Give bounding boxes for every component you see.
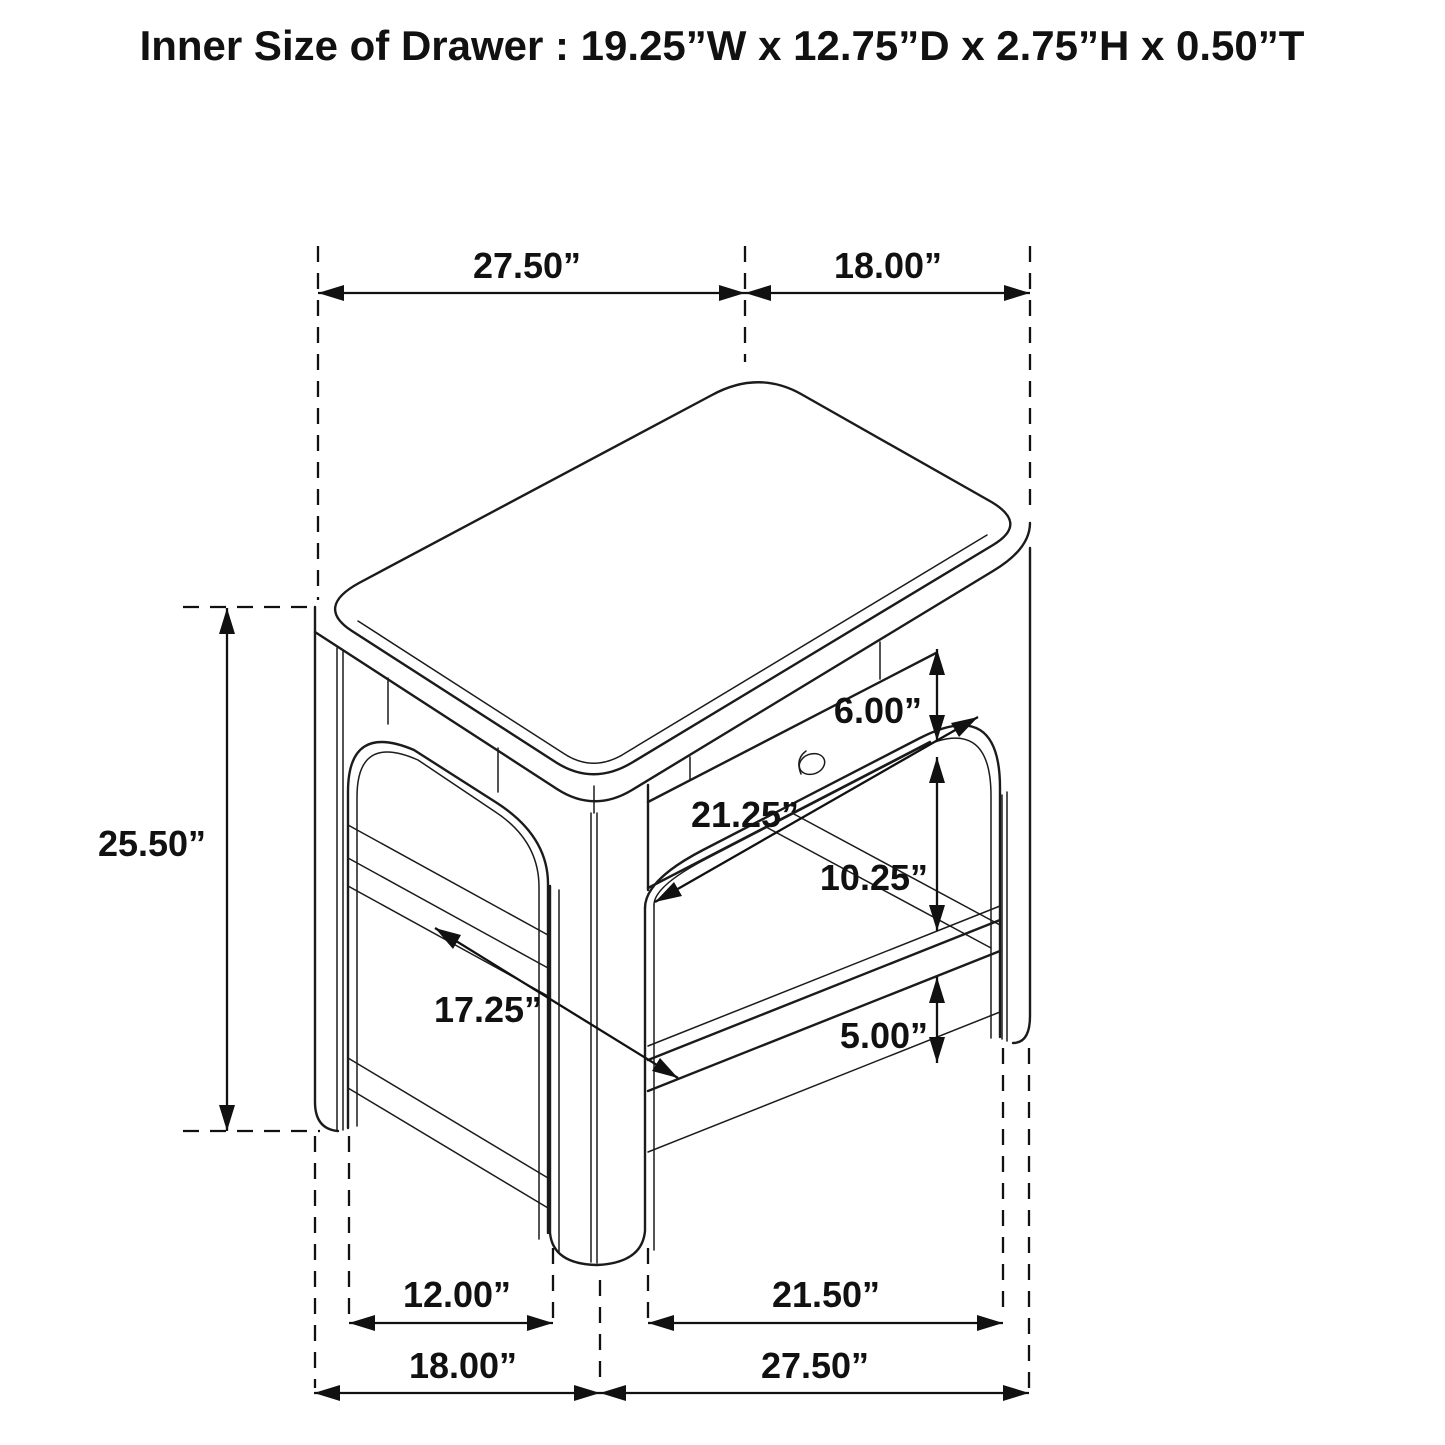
- right-leg: [1002, 548, 1030, 1043]
- left-side-arch: [348, 678, 548, 1239]
- dimension-lines: [219, 285, 1030, 1401]
- extension-lines: [183, 246, 1030, 1388]
- left-leg: [315, 632, 343, 1131]
- dim-label-shelf-depth: 17.25”: [433, 989, 543, 1030]
- labels: [98, 22, 1305, 1386]
- dim-label-base-inner-width: 21.50”: [771, 1274, 881, 1315]
- page-title: Inner Size of Drawer : 19.25”W x 12.75”D x 2.75”H x 0.50”T: [139, 22, 1305, 69]
- dim-label-shelf-gap: 10.25”: [819, 857, 928, 898]
- nightstand-drawing: [315, 382, 1030, 1265]
- dim-label-base-width: 27.50”: [760, 1345, 870, 1386]
- dim-label-drawer-height: 6.00”: [833, 690, 922, 731]
- dim-label-height: 25.50”: [97, 823, 207, 864]
- front-leg: [550, 813, 654, 1265]
- left-shelf-edge: [348, 825, 548, 996]
- dim-label-top-width: 18.00”: [833, 245, 943, 286]
- dim-label-drawer-width: 21.25”: [690, 794, 800, 835]
- dim-label-top-depth: 27.50”: [472, 245, 582, 286]
- left-bottom-rail: [348, 1058, 548, 1208]
- dim-label-base-depth: 18.00”: [408, 1345, 518, 1386]
- dim-label-clearance: 5.00”: [839, 1015, 928, 1056]
- lower-shelf: [648, 906, 1000, 1152]
- dim-label-base-inner-depth: 12.00”: [402, 1274, 512, 1315]
